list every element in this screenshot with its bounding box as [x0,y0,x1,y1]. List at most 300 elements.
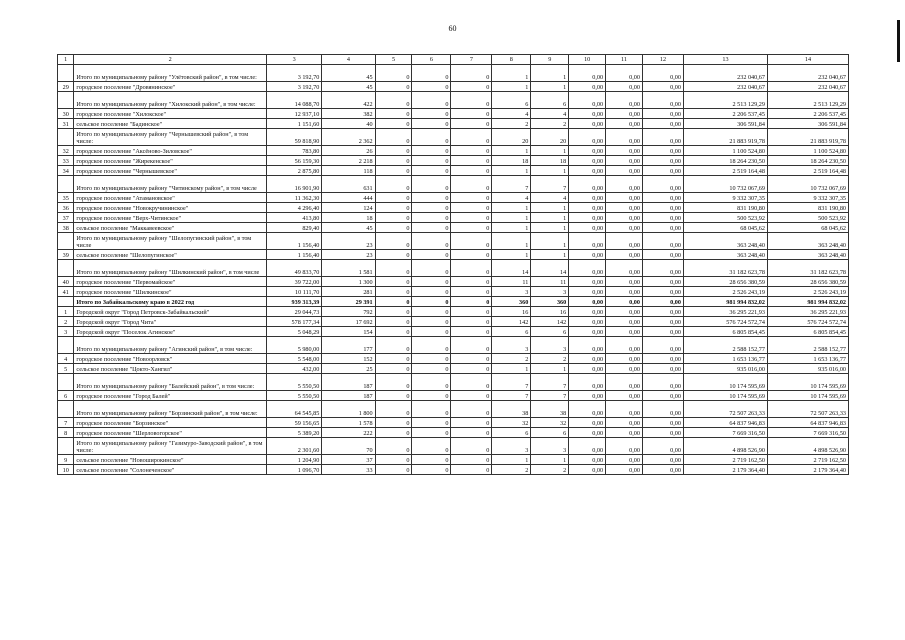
value-cell: 4 898 526,90 [683,438,767,455]
value-cell: 0 [412,166,451,176]
value-cell: 0,00 [606,428,643,438]
value-cell: 0,00 [569,233,606,250]
value-cell: 1 [531,250,569,260]
value-cell: 0,00 [569,465,606,475]
row-name-cell: Итого по муниципальному району "Чернышевский район", в том числе: [74,129,267,146]
value-cell: 14 088,70 [267,92,322,109]
value-cell: 0,00 [642,233,683,250]
value-cell: 23 [322,233,375,250]
value-cell: 45 [322,223,375,233]
table-header-row [58,55,849,65]
value-cell: 0,00 [606,213,643,223]
value-cell: 31 182 623,78 [683,260,767,277]
value-cell: 18 [531,156,569,166]
value-cell: 0,00 [569,317,606,327]
value-cell: 0,00 [569,213,606,223]
value-cell: 1 800 [322,401,375,418]
column-header: 11 [606,55,643,65]
value-cell: 28 656 380,59 [683,277,767,287]
value-cell: 0 [375,146,412,156]
value-cell: 0,00 [606,203,643,213]
value-cell: 0,00 [606,374,643,391]
value-cell: 4 296,40 [267,203,322,213]
value-cell: 7 [531,391,569,401]
value-cell: 0 [412,374,451,391]
value-cell: 4 [531,193,569,203]
value-cell: 1 300 [322,277,375,287]
value-cell: 0 [412,277,451,287]
row-name-cell: Городской округ "Поселок Агинское" [74,327,267,337]
value-cell: 360 [531,297,569,307]
value-cell: 1 [531,223,569,233]
value-cell: 0,00 [642,223,683,233]
value-cell: 0 [412,65,451,82]
table-subtotal-row [58,92,849,109]
value-cell: 36 295 221,93 [683,307,767,317]
value-cell: 1 [492,65,531,82]
value-cell: 0,00 [569,82,606,92]
value-cell: 2 179 364,40 [683,465,767,475]
value-cell: 981 994 832,02 [767,297,848,307]
value-cell: 0,00 [642,129,683,146]
row-name-cell: Городской округ "Город Чита" [74,317,267,327]
value-cell: 0 [375,297,412,307]
value-cell: 39 722,00 [267,277,322,287]
table-row [58,418,849,428]
value-cell: 0,00 [606,233,643,250]
row-name-cell: городское поселение "Хилокское" [74,109,267,119]
value-cell: 0,00 [642,391,683,401]
value-cell: 0 [412,203,451,213]
row-number-cell: 34 [58,166,74,176]
row-number-cell: 3 [58,327,74,337]
value-cell: 1 100 524,80 [767,146,848,156]
value-cell: 17 692 [322,317,375,327]
value-cell: 2 [531,354,569,364]
value-cell: 0,00 [569,428,606,438]
value-cell: 792 [322,307,375,317]
value-cell: 6 [531,428,569,438]
row-name-cell: городское поселение "Новокручининское" [74,203,267,213]
value-cell: 0 [375,213,412,223]
value-cell: 306 591,84 [767,119,848,129]
value-cell: 0,00 [569,307,606,317]
value-cell: 0,00 [642,146,683,156]
value-cell: 0 [451,166,492,176]
value-cell: 0,00 [606,250,643,260]
value-cell: 16 [492,307,531,317]
row-number-cell: 2 [58,317,74,327]
value-cell: 0,00 [642,317,683,327]
value-cell: 142 [492,317,531,327]
value-cell: 0,00 [642,374,683,391]
row-number-cell [58,92,74,109]
table-row [58,391,849,401]
table-row [58,327,849,337]
value-cell: 14 [531,260,569,277]
value-cell: 0 [451,203,492,213]
value-cell: 2 [492,119,531,129]
value-cell: 0,00 [606,297,643,307]
table-total-row [58,297,849,307]
value-cell: 32 [492,418,531,428]
table-row [58,223,849,233]
row-name-cell: городское поселение "Атамановское" [74,193,267,203]
value-cell: 0,00 [606,401,643,418]
value-cell: 2 218 [322,156,375,166]
row-number-cell: 40 [58,277,74,287]
row-number-cell [58,401,74,418]
value-cell: 1 653 136,77 [683,354,767,364]
value-cell: 0 [451,438,492,455]
value-cell: 0 [375,193,412,203]
value-cell: 2 588 152,77 [683,337,767,354]
table-row [58,119,849,129]
table-subtotal-row [58,129,849,146]
value-cell: 422 [322,92,375,109]
value-cell: 0 [375,223,412,233]
value-cell: 11 [531,277,569,287]
value-cell: 2 519 164,48 [767,166,848,176]
value-cell: 0 [451,391,492,401]
row-number-cell [58,337,74,354]
row-number-cell [58,129,74,146]
value-cell: 0 [375,156,412,166]
value-cell: 0,00 [642,156,683,166]
row-name-cell: сельское поселение "Цокто-Хангил" [74,364,267,374]
value-cell: 0 [375,374,412,391]
value-cell: 1 [531,213,569,223]
value-cell: 4 898 526,90 [767,438,848,455]
value-cell: 33 [322,465,375,475]
row-number-cell: 6 [58,391,74,401]
table-subtotal-row [58,260,849,277]
row-number-cell: 30 [58,109,74,119]
value-cell: 1 [492,203,531,213]
table-row [58,193,849,203]
row-name-cell: городское поселение "Шилкинское" [74,287,267,297]
table-row [58,465,849,475]
value-cell: 0,00 [569,193,606,203]
value-cell: 1 [531,166,569,176]
value-cell: 0 [451,401,492,418]
value-cell: 360 [492,297,531,307]
value-cell: 154 [322,327,375,337]
value-cell: 5 550,50 [267,374,322,391]
value-cell: 0 [412,317,451,327]
value-cell: 1 096,70 [267,465,322,475]
value-cell: 222 [322,428,375,438]
value-cell: 0,00 [569,109,606,119]
value-cell: 0,00 [642,401,683,418]
value-cell: 0 [451,260,492,277]
value-cell: 5 548,00 [267,354,322,364]
row-name-cell: Итого по муниципальному району "Балейский район", в том числе: [74,374,267,391]
value-cell: 1 [492,146,531,156]
value-cell: 3 [531,287,569,297]
value-cell: 0,00 [606,465,643,475]
value-cell: 7 [531,176,569,193]
row-number-cell: 36 [58,203,74,213]
value-cell: 0 [412,92,451,109]
row-number-cell: 35 [58,193,74,203]
value-cell: 831 190,80 [683,203,767,213]
value-cell: 0,00 [569,391,606,401]
value-cell: 0,00 [569,260,606,277]
value-cell: 6 [492,327,531,337]
value-cell: 32 [531,418,569,428]
value-cell: 0,00 [642,119,683,129]
page-number: 60 [448,24,457,33]
value-cell: 0 [375,307,412,317]
value-cell: 45 [322,82,375,92]
value-cell: 31 182 623,78 [767,260,848,277]
table-row [58,250,849,260]
value-cell: 70 [322,438,375,455]
value-cell: 2 179 364,40 [767,465,848,475]
column-header: 4 [322,55,375,65]
value-cell: 64 545,85 [267,401,322,418]
row-name-cell: Итого по муниципальному району "Шилкинский район", в том числе [74,260,267,277]
value-cell: 0,00 [569,418,606,428]
row-number-cell: 39 [58,250,74,260]
table-row [58,287,849,297]
value-cell: 0,00 [569,438,606,455]
value-cell: 0,00 [606,193,643,203]
value-cell: 2 526 243,19 [683,287,767,297]
column-header: 5 [375,55,412,65]
value-cell: 0 [451,287,492,297]
value-cell: 0 [375,418,412,428]
value-cell: 0,00 [569,337,606,354]
value-cell: 0,00 [606,354,643,364]
table-subtotal-row [58,65,849,82]
value-cell: 16 [531,307,569,317]
value-cell: 0,00 [642,65,683,82]
value-cell: 1 [531,146,569,156]
value-cell: 232 040,67 [767,65,848,82]
column-header: 3 [267,55,322,65]
row-number-cell: 4 [58,354,74,364]
value-cell: 0 [412,176,451,193]
value-cell: 0 [375,455,412,465]
value-cell: 0 [412,438,451,455]
value-cell: 0 [451,82,492,92]
value-cell: 0 [375,250,412,260]
value-cell: 59 818,90 [267,129,322,146]
value-cell: 6 [492,92,531,109]
value-cell: 9 332 307,35 [767,193,848,203]
row-name-cell: городское поселение "Дровянинское" [74,82,267,92]
value-cell: 1 [531,233,569,250]
row-number-cell [58,65,74,82]
value-cell: 142 [531,317,569,327]
row-name-cell: Городской округ "Город Петровск-Забайкальский" [74,307,267,317]
table-row [58,166,849,176]
value-cell: 0 [451,374,492,391]
value-cell: 0 [451,156,492,166]
scan-edge-mark [897,20,900,62]
row-name-cell: Итого по муниципальному району "Агинский район", в том числе: [74,337,267,354]
value-cell: 0 [451,223,492,233]
value-cell: 1 [492,233,531,250]
value-cell: 0,00 [642,92,683,109]
row-name-cell: городское поселение "Борзинское" [74,418,267,428]
value-cell: 0 [375,327,412,337]
column-header: 7 [451,55,492,65]
value-cell: 0,00 [569,354,606,364]
value-cell: 10 174 595,69 [683,391,767,401]
value-cell: 40 [322,119,375,129]
value-cell: 2 526 243,19 [767,287,848,297]
table-subtotal-row [58,337,849,354]
row-name-cell: Итого по муниципальному району "Хилокский район", в том числе: [74,92,267,109]
value-cell: 3 192,70 [267,65,322,82]
value-cell: 0,00 [569,156,606,166]
value-cell: 2 [531,465,569,475]
value-cell: 3 [531,337,569,354]
value-cell: 0,00 [569,129,606,146]
value-cell: 6 805 854,45 [683,327,767,337]
value-cell: 3 [492,337,531,354]
value-cell: 0,00 [642,465,683,475]
value-cell: 36 295 221,93 [767,307,848,317]
row-name-cell: городское поселение "Город Балей" [74,391,267,401]
row-number-cell: 7 [58,418,74,428]
value-cell: 0,00 [569,166,606,176]
row-number-cell: 5 [58,364,74,374]
value-cell: 0,00 [606,223,643,233]
value-cell: 413,80 [267,213,322,223]
column-header: 8 [492,55,531,65]
value-cell: 1 581 [322,260,375,277]
value-cell: 152 [322,354,375,364]
value-cell: 0,00 [569,455,606,465]
value-cell: 1 [492,364,531,374]
value-cell: 12 937,10 [267,109,322,119]
data-table [57,54,849,475]
value-cell: 0,00 [569,203,606,213]
value-cell: 0,00 [569,65,606,82]
value-cell: 0 [412,223,451,233]
value-cell: 935 016,00 [683,364,767,374]
value-cell: 7 669 316,50 [683,428,767,438]
row-number-cell: 38 [58,223,74,233]
value-cell: 0 [412,465,451,475]
value-cell: 10 174 595,69 [767,374,848,391]
value-cell: 0 [451,213,492,223]
value-cell: 7 [492,374,531,391]
value-cell: 23 [322,250,375,260]
value-cell: 0,00 [642,176,683,193]
value-cell: 2 588 152,77 [767,337,848,354]
value-cell: 0,00 [606,129,643,146]
value-cell: 0 [375,129,412,146]
value-cell: 3 [492,287,531,297]
value-cell: 29 391 [322,297,375,307]
value-cell: 0 [451,455,492,465]
value-cell: 0 [412,364,451,374]
value-cell: 59 156,65 [267,418,322,428]
row-number-cell: 37 [58,213,74,223]
value-cell: 0,00 [569,92,606,109]
row-name-cell: Итого по муниципальному району "Улётовский район", в том числе: [74,65,267,82]
value-cell: 6 [492,428,531,438]
value-cell: 0 [412,260,451,277]
value-cell: 20 [531,129,569,146]
table-row [58,354,849,364]
value-cell: 0 [375,233,412,250]
value-cell: 0 [375,428,412,438]
value-cell: 0 [375,354,412,364]
value-cell: 1 [531,455,569,465]
table-row [58,307,849,317]
value-cell: 0,00 [642,354,683,364]
value-cell: 5 048,29 [267,327,322,337]
value-cell: 0 [451,250,492,260]
value-cell: 0 [451,129,492,146]
value-cell: 1 [531,65,569,82]
value-cell: 0 [451,418,492,428]
value-cell: 0 [451,317,492,327]
table-subtotal-row [58,374,849,391]
column-header: 10 [569,55,606,65]
value-cell: 0,00 [642,203,683,213]
value-cell: 0 [375,203,412,213]
value-cell: 1 [531,364,569,374]
value-cell: 0,00 [606,176,643,193]
value-cell: 0 [412,287,451,297]
value-cell: 2 206 537,45 [767,109,848,119]
row-number-cell: 31 [58,119,74,129]
value-cell: 1 151,60 [267,119,322,129]
value-cell: 1 [531,82,569,92]
row-number-cell: 29 [58,82,74,92]
value-cell: 0,00 [606,146,643,156]
value-cell: 0,00 [642,250,683,260]
value-cell: 0 [451,65,492,82]
value-cell: 38 [492,401,531,418]
value-cell: 49 833,70 [267,260,322,277]
value-cell: 500 523,92 [767,213,848,223]
value-cell: 0,00 [606,65,643,82]
value-cell: 0 [412,455,451,465]
value-cell: 0,00 [642,82,683,92]
value-cell: 2 513 129,29 [767,92,848,109]
value-cell: 0 [412,119,451,129]
value-cell: 11 [492,277,531,287]
table-row [58,82,849,92]
value-cell: 0,00 [642,418,683,428]
value-cell: 124 [322,203,375,213]
value-cell: 0,00 [642,364,683,374]
row-number-cell [58,374,74,391]
value-cell: 0,00 [642,307,683,317]
value-cell: 0,00 [642,337,683,354]
value-cell: 4 [492,193,531,203]
value-cell: 0,00 [569,364,606,374]
value-cell: 0 [412,109,451,119]
value-cell: 0,00 [569,223,606,233]
value-cell: 0,00 [606,166,643,176]
column-header: 6 [412,55,451,65]
value-cell: 177 [322,337,375,354]
row-name-cell: сельское поселение "Бадинское" [74,119,267,129]
value-cell: 0 [375,119,412,129]
row-name-cell: Итого по муниципальному району "Газимуро-Заводский район", в том числе: [74,438,267,455]
value-cell: 0,00 [642,193,683,203]
value-cell: 2 519 164,48 [683,166,767,176]
